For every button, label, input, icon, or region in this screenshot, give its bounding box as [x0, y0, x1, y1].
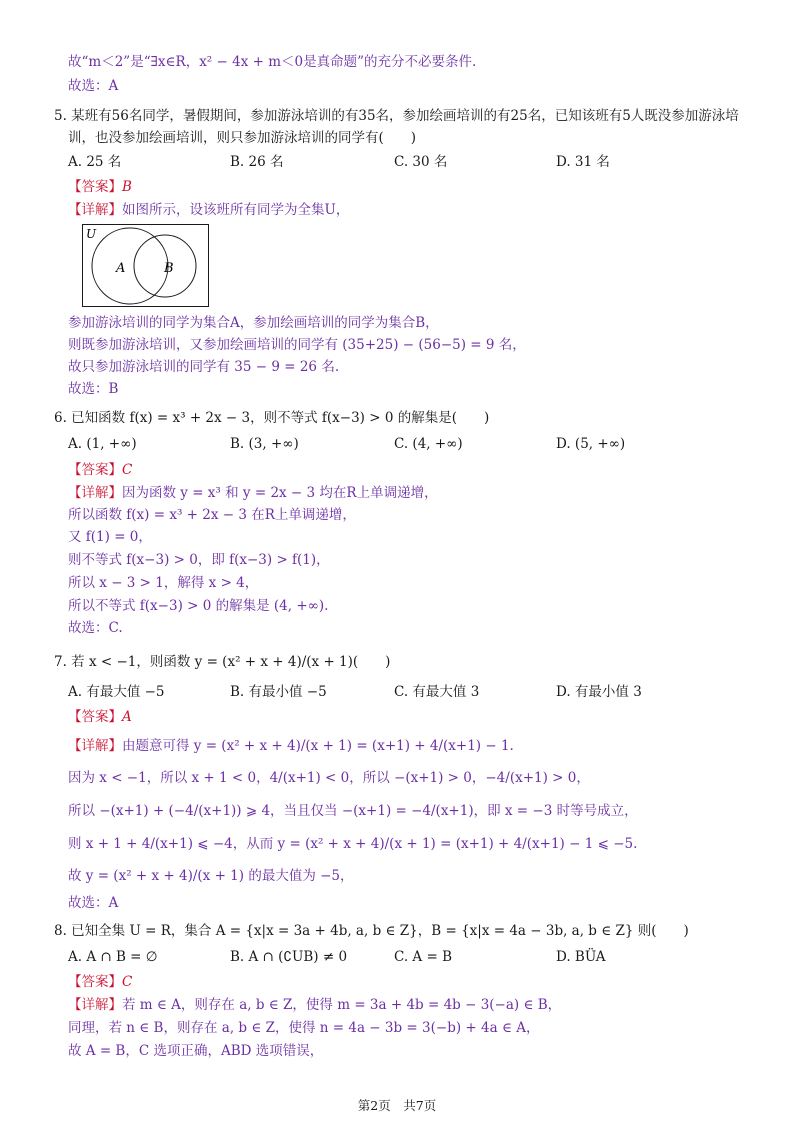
question-8-text: 8. 已知全集 U = R，集合 A = {x|x = 3a + 4b, a, b ∈ Z}，B = {x|x = 4a − 3b, a, b ∈ Z} 则( )	[54, 923, 689, 939]
answer-tag: 【答案】	[68, 179, 122, 195]
q5-detail-1: 【详解】如图所示，设该班所有同学为全集U，	[68, 202, 350, 218]
question-5-text-cont: 训，也没参加绘画培训，则只参加游泳培训的同学有( )	[68, 130, 417, 146]
detail-tag: 【详解】	[68, 202, 122, 218]
q5-option-d: D. 31 名	[556, 154, 610, 170]
q8-option-a: A. A ∩ B = ∅	[68, 949, 158, 965]
q5-option-c: C. 30 名	[394, 154, 448, 170]
q6-option-c: C. (4, +∞)	[394, 436, 463, 452]
answer-value: C	[122, 462, 133, 478]
q7-option-a: A. 有最大值 −5	[68, 684, 165, 700]
prev-solution-choice: 故选：A	[68, 78, 119, 94]
q7-detail-4: 则 x + 1 + 4/(x+1) ⩽ −4，从而 y = (x² + x + 4)/(x + 1) = (x+1) + 4/(x+1) − 1 ⩽ −5.	[68, 836, 638, 852]
detail-tag: 【详解】	[68, 738, 122, 754]
q7-option-b: B. 有最小值 −5	[230, 684, 327, 700]
venn-diagram	[82, 224, 210, 308]
detail-tag: 【详解】	[68, 485, 122, 501]
q7-answer	[68, 707, 132, 727]
q7-detail-5: 故 y = (x² + x + 4)/(x + 1) 的最大值为 −5，	[68, 868, 354, 884]
q8-detail-1: 【详解】若 m ∈ A，则存在 a, b ∈ Z，使得 m = 3a + 4b = 4b − 3(−a) ∈ B，	[68, 997, 562, 1013]
set-b-label: B	[164, 261, 174, 276]
q5-detail-3: 则既参加游泳培训，又参加绘画培训的同学有 (35+25) − (56−5) = 9 名，	[68, 337, 526, 353]
q8-detail-2: 同理，若 n ∈ B，则存在 a, b ∈ Z，使得 n = 4a − 3b = 3(−b) + 4a ∈ A，	[68, 1020, 540, 1036]
q6-answer	[68, 460, 132, 480]
answer-tag: 【答案】	[68, 974, 122, 990]
q8-answer	[68, 972, 132, 992]
universe-rectangle	[83, 225, 209, 307]
answer-tag: 【答案】	[68, 462, 122, 478]
q6-detail-4: 则不等式 f(x−3) > 0，即 f(x−3) > f(1)，	[68, 552, 330, 568]
q8-option-b: B. A ∩ (∁UB) ≠ 0	[230, 949, 348, 965]
q5-detail-4: 故只参加游泳培训的同学有 35 − 9 = 26 名.	[68, 359, 340, 375]
set-a-circle	[92, 228, 168, 304]
prev-solution-conclusion: 故“m＜2”是“∃x∈R，x² − 4x + m＜0是真命题”的充分不必要条件.	[68, 54, 477, 70]
set-a-label: A	[116, 261, 126, 276]
q7-detail-6: 故选：A	[68, 895, 119, 911]
q7-option-c: C. 有最大值 3	[394, 684, 480, 700]
q7-detail-3: 所以 −(x+1) + (−4/(x+1)) ⩾ 4，当且仅当 −(x+1) = −4/(x+1)，即 x = −3 时等号成立，	[68, 803, 638, 819]
q7-option-d: D. 有最小值 3	[556, 684, 642, 700]
question-6-text: 6. 已知函数 f(x) = x³ + 2x − 3，则不等式 f(x−3) > 0 的解集是( )	[54, 410, 490, 426]
q8-detail-3: 故 A = B，C 选项正确，ABD 选项错误，	[68, 1043, 324, 1059]
q5-answer	[68, 177, 132, 197]
answer-value: C	[122, 974, 133, 990]
page-footer: 第2页 共7页	[357, 1098, 437, 1113]
answer-value: B	[122, 179, 132, 195]
q7-detail-1: 【详解】由题意可得 y = (x² + x + 4)/(x + 1) = (x+1) + 4/(x+1) − 1.	[68, 738, 514, 754]
q5-detail-5: 故选：B	[68, 381, 119, 397]
q7-detail-2: 因为 x < −1，所以 x + 1 < 0，4/(x+1) < 0，所以 −(x+1) > 0，−4/(x+1) > 0，	[68, 770, 590, 786]
q6-detail-5: 所以 x − 3 > 1，解得 x > 4，	[68, 575, 259, 591]
question-5-text: 5. 某班有56名同学，暑假期间，参加游泳培训的有35名，参加绘画培训的有25名，已知该班有5人既没参加游泳培	[54, 108, 739, 124]
q6-detail-1: 【详解】因为函数 y = x³ 和 y = 2x − 3 均在R上单调递增，	[68, 485, 438, 501]
q8-option-d: D. BÜA	[556, 949, 606, 965]
answer-tag: 【答案】	[68, 709, 122, 725]
universe-label: U	[86, 227, 97, 241]
q6-detail-6: 所以不等式 f(x−3) > 0 的解集是 (4, +∞).	[68, 598, 329, 614]
answer-value: A	[122, 709, 132, 725]
detail-tag: 【详解】	[68, 997, 122, 1013]
q6-option-d: D. (5, +∞)	[556, 436, 626, 452]
q6-option-a: A. (1, +∞)	[68, 436, 137, 452]
q6-detail-3: 又 f(1) = 0，	[68, 529, 152, 545]
q8-option-c: C. A = B	[394, 949, 452, 965]
q6-detail-2: 所以函数 f(x) = x³ + 2x − 3 在R上单调递增，	[68, 507, 356, 523]
q5-option-a: A. 25 名	[68, 154, 122, 170]
q5-detail-2: 参加游泳培训的同学为集合A，参加绘画培训的同学为集合B，	[68, 315, 439, 331]
question-7-text: 7. 若 x < −1，则函数 y = (x² + x + 4)/(x + 1)( )	[54, 654, 391, 670]
q6-option-b: B. (3, +∞)	[230, 436, 299, 452]
q6-detail-7: 故选：C.	[68, 620, 123, 636]
q5-option-b: B. 26 名	[230, 154, 284, 170]
